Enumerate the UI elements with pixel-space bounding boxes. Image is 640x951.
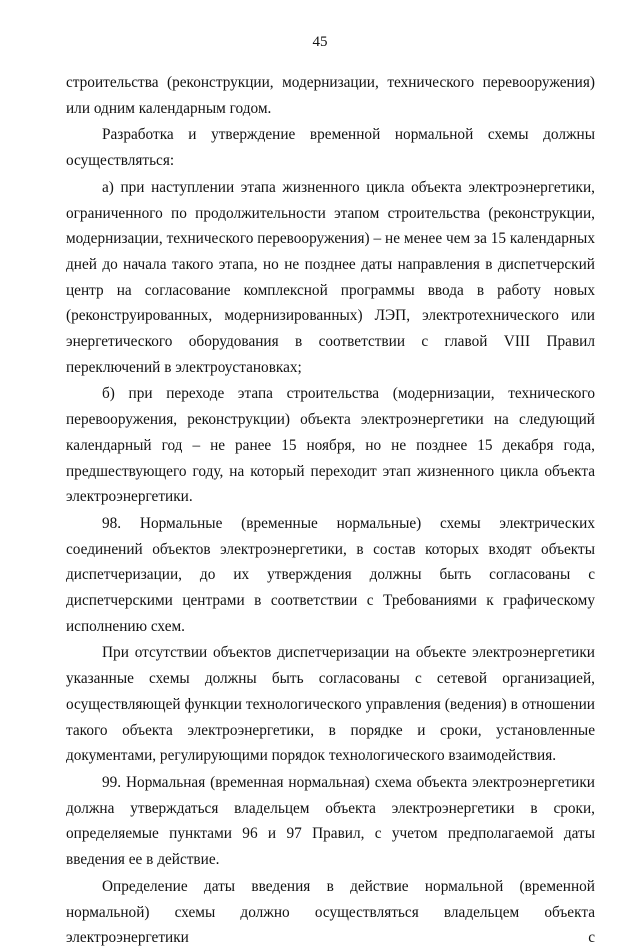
- paragraph-item-a: а) при наступлении этапа жизненного цикла объекта электроэнергетики, ограниченного по продолжительности этапом строительства (реконструкции, модернизации, технического перевооружения) – не менее чем за 15 календарных дней до начала такого этапа, но не позднее даты направления в диспетчерский центр на согласование комплексной программы ввода в работу новых (реконструированных, модернизированных) ЛЭП, электротехнического или энергетического оборудования в соответствии с главой VIII Правил переключений в электроустановках;: [66, 178, 595, 376]
- paragraph-effective-date: Определение даты введения в действие нормальной (временной нормальной) схемы должно осуществляться владельцем объекта электроэнергетики с: [66, 877, 595, 947]
- paragraph-continuation: строительства (реконструкции, модернизации, технического перевооружения) или одним календарным годом.: [66, 74, 595, 117]
- paragraph-development-approval: Разработка и утверждение временной нормальной схемы должны осуществляться:: [66, 126, 595, 170]
- document-body: [66, 70, 595, 951]
- paragraph-clause-98: 98. Нормальные (временные нормальные) схемы электрических соединений объектов электроэнергетики, в состав которых входят объекты диспетчеризации, до их утверждения должны быть согласованы с диспетчерскими центрами в соответствии с Требованиями к графическому исполнению схем.: [66, 514, 595, 635]
- paragraph-no-dispatch-objects: При отсутствии объектов диспетчеризации на объекте электроэнергетики указанные схемы должны быть согласованы с сетевой организацией, осуществляющей функции технологического управления (ведения) в отношении такого объекта электроэнергетики, в порядке и сроки, установленные документами, регулирующими порядок технологического взаимодействия.: [66, 644, 595, 765]
- page-number: 45: [312, 34, 328, 50]
- paragraph-item-b: б) при переходе этапа строительства (модернизации, технического перевооружения, реконструкции) объекта электроэнергетики на следующий календарный год – не ранее 15 ноября, но не позднее 15 декабря года, предшествующего году, на который переходит этап жизненного цикла объекта электроэнергетики.: [66, 385, 595, 506]
- paragraph-clause-99: 99. Нормальная (временная нормальная) схема объекта электроэнергетики должна утверждаться владельцем объекта электроэнергетики в сроки, определяемые пунктами 96 и 97 Правил, с учетом предполагаемой даты введения ее в действие.: [66, 773, 595, 869]
